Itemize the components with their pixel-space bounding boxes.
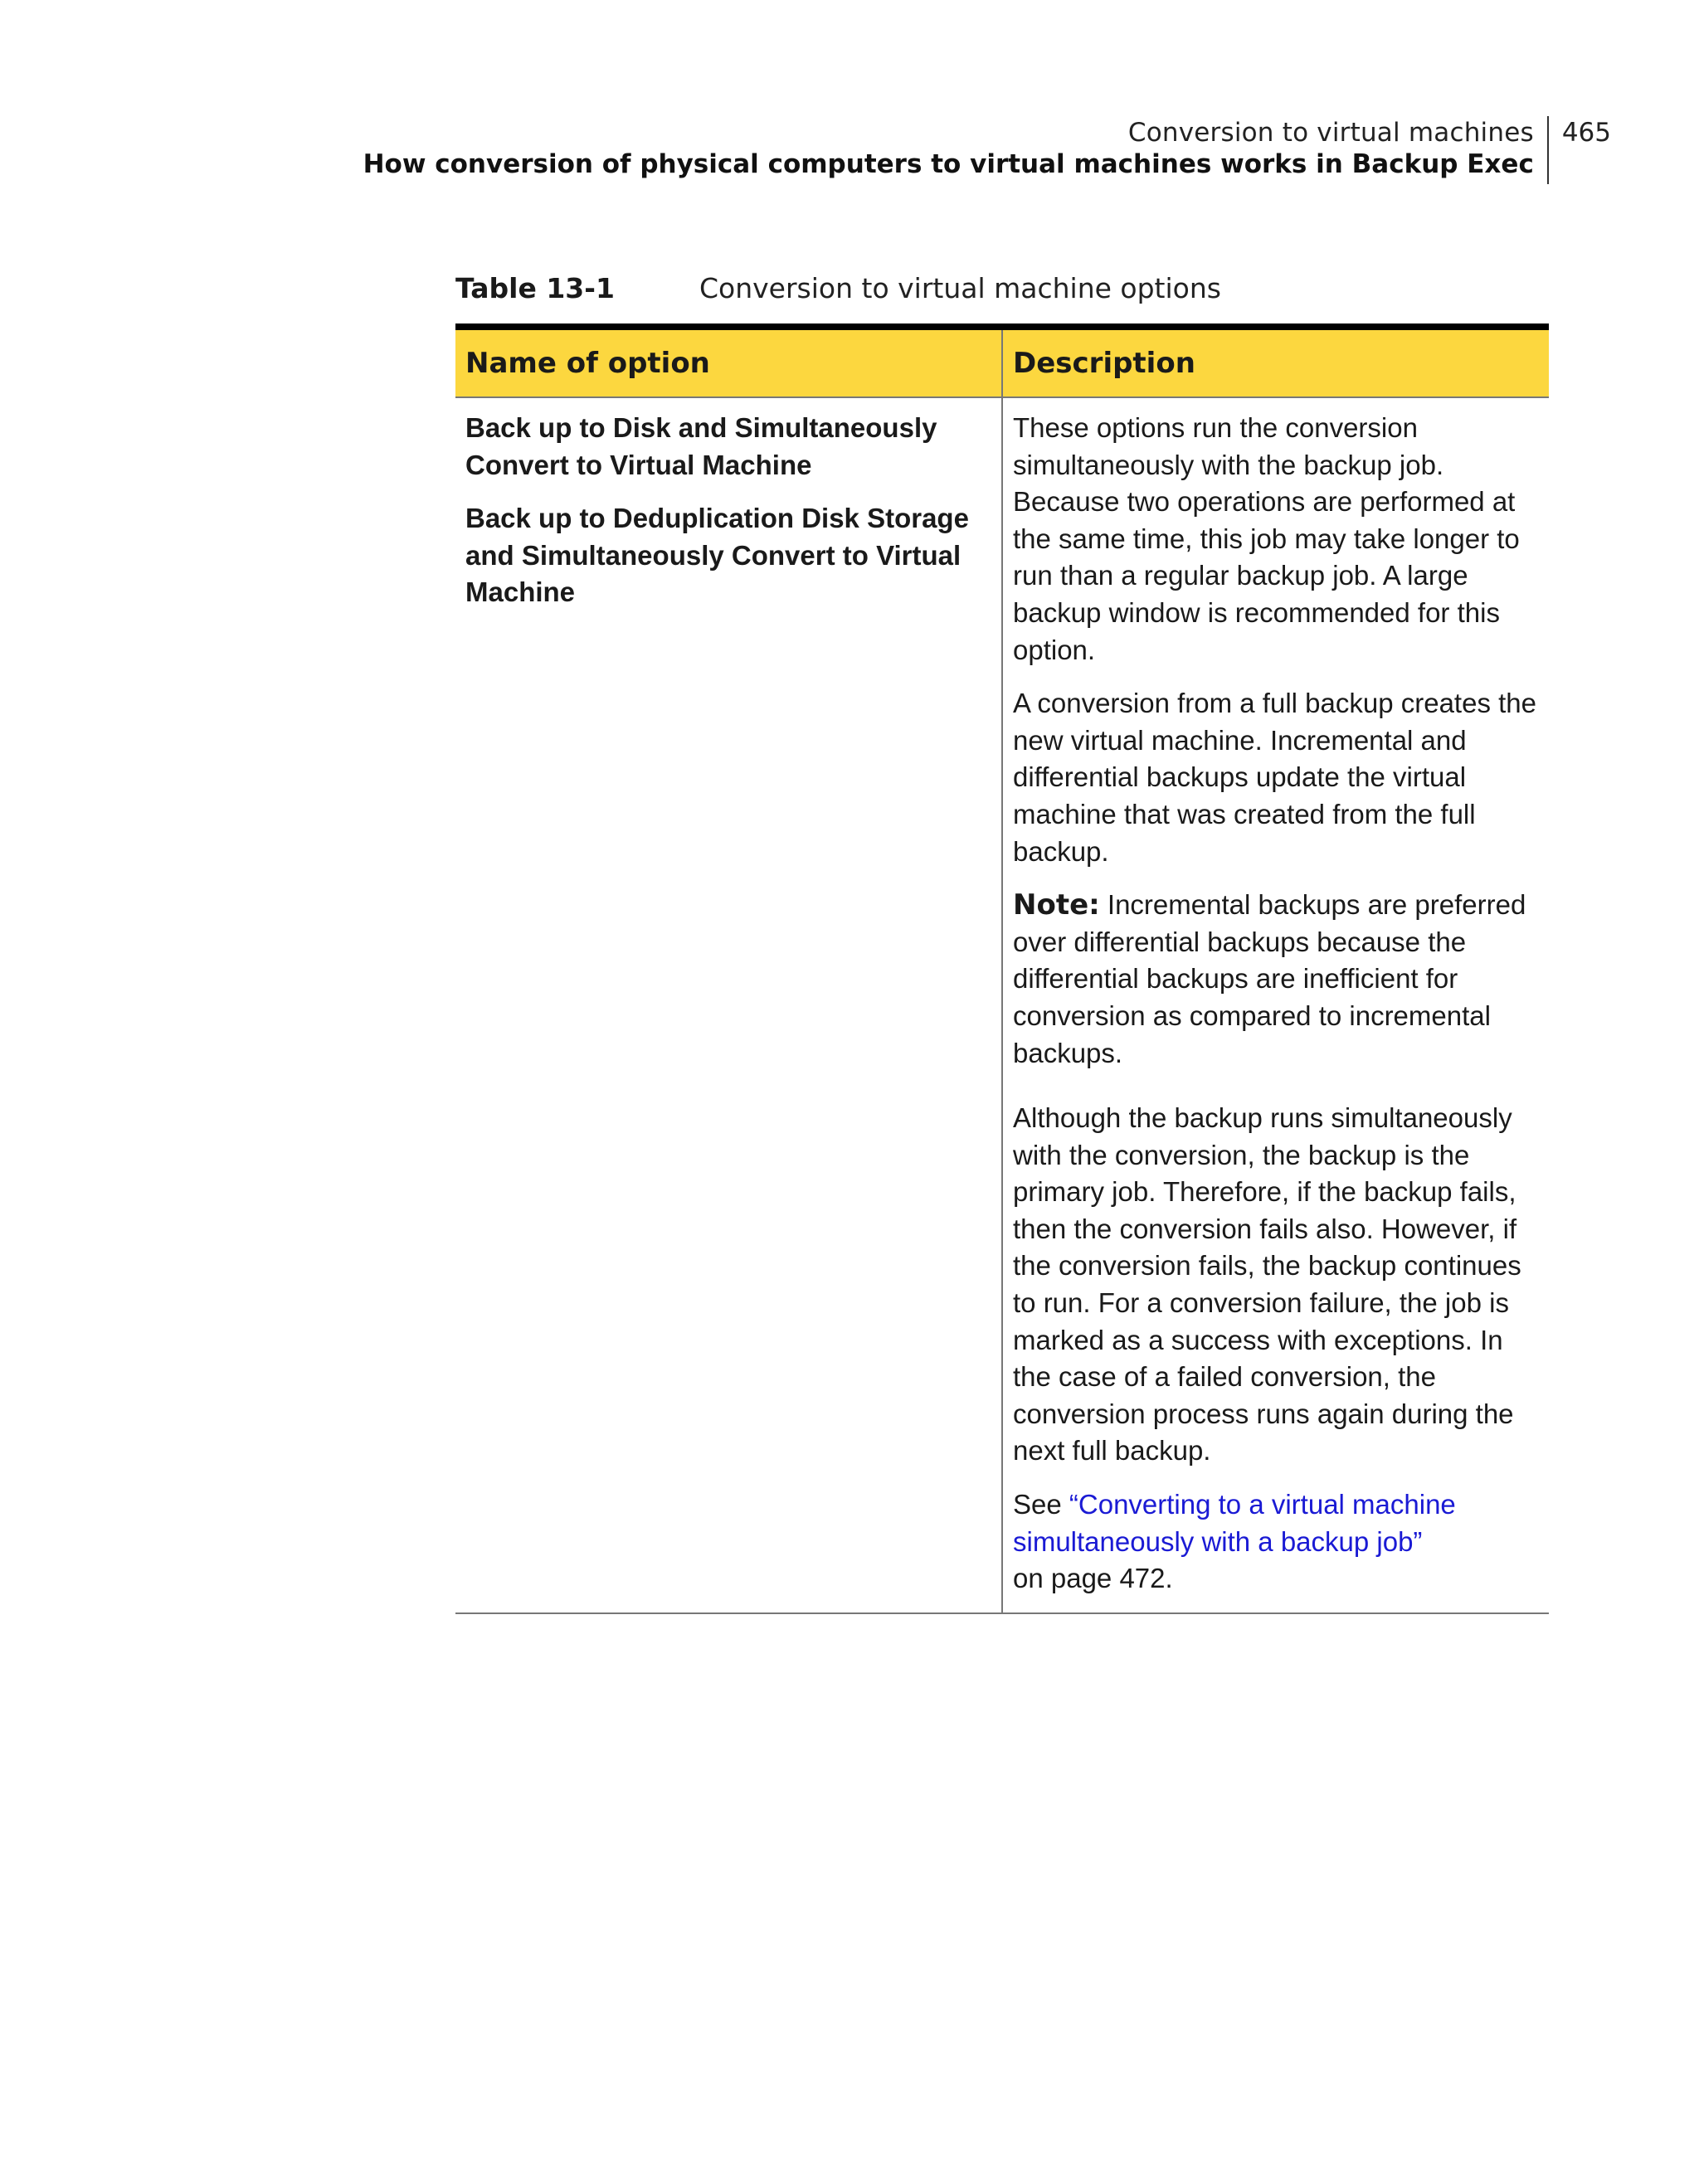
column-header-description: Description — [1002, 327, 1549, 397]
table-header-row — [455, 327, 1549, 397]
chapter-title: Conversion to virtual machines — [1127, 118, 1534, 148]
column-header-name: Name of option — [455, 327, 1002, 397]
section-title: How conversion of physical computers to virtual machines works in Backup Exec — [363, 149, 1534, 179]
description-paragraph: These options run the conversion simultaneously with the backup job. Because two operations are performed at the same time, this job may take longer to run than a regular backup job. A large backup window is recommended for this option. — [1013, 412, 1520, 665]
description-cell — [1002, 397, 1549, 1613]
option-name-cell — [455, 397, 1002, 1613]
running-header — [363, 116, 1549, 184]
page-header — [363, 116, 1611, 184]
options-table — [455, 323, 1549, 1614]
note-label: Note: — [1013, 888, 1100, 922]
option-name: Back up to Disk and Simultaneously Convert to Virtual Machine — [465, 412, 937, 480]
table-caption — [455, 270, 1221, 307]
note-paragraph — [1013, 887, 1539, 1072]
description-paragraph: A conversion from a full backup creates the new virtual machine. Incremental and differential backups update the virtual machine that was created from the full backup. — [1013, 688, 1536, 867]
table-title: Conversion to virtual machine options — [699, 272, 1221, 304]
note-text: Incremental backups are preferred over differential backups because the differential backups are inefficient for conversion as compared to incremental backups. — [1013, 889, 1526, 1068]
page-number: 465 — [1561, 118, 1611, 148]
cross-reference — [1013, 1486, 1539, 1598]
description-paragraph: Although the backup runs simultaneously with the conversion, the backup is the primary job. Therefore, if the backup fails, then the conversion fails also. However, if the conversion fails, the backup continues to run. For a conversion failure, the job is marked as a success with exceptions. In the case of a failed conversion, the conversion process runs again during the next full backup. — [1013, 1102, 1521, 1467]
cross-reference-link[interactable]: “Converting to a virtual machine simultaneously with a backup job” — [1013, 1489, 1456, 1557]
option-name: Back up to Deduplication Disk Storage and Simultaneously Convert to Virtual Machine — [465, 503, 969, 608]
table-number: Table 13-1 — [455, 272, 615, 304]
table-row — [455, 397, 1549, 1613]
see-prefix: See — [1013, 1489, 1069, 1520]
see-suffix: on page 472. — [1013, 1563, 1173, 1594]
